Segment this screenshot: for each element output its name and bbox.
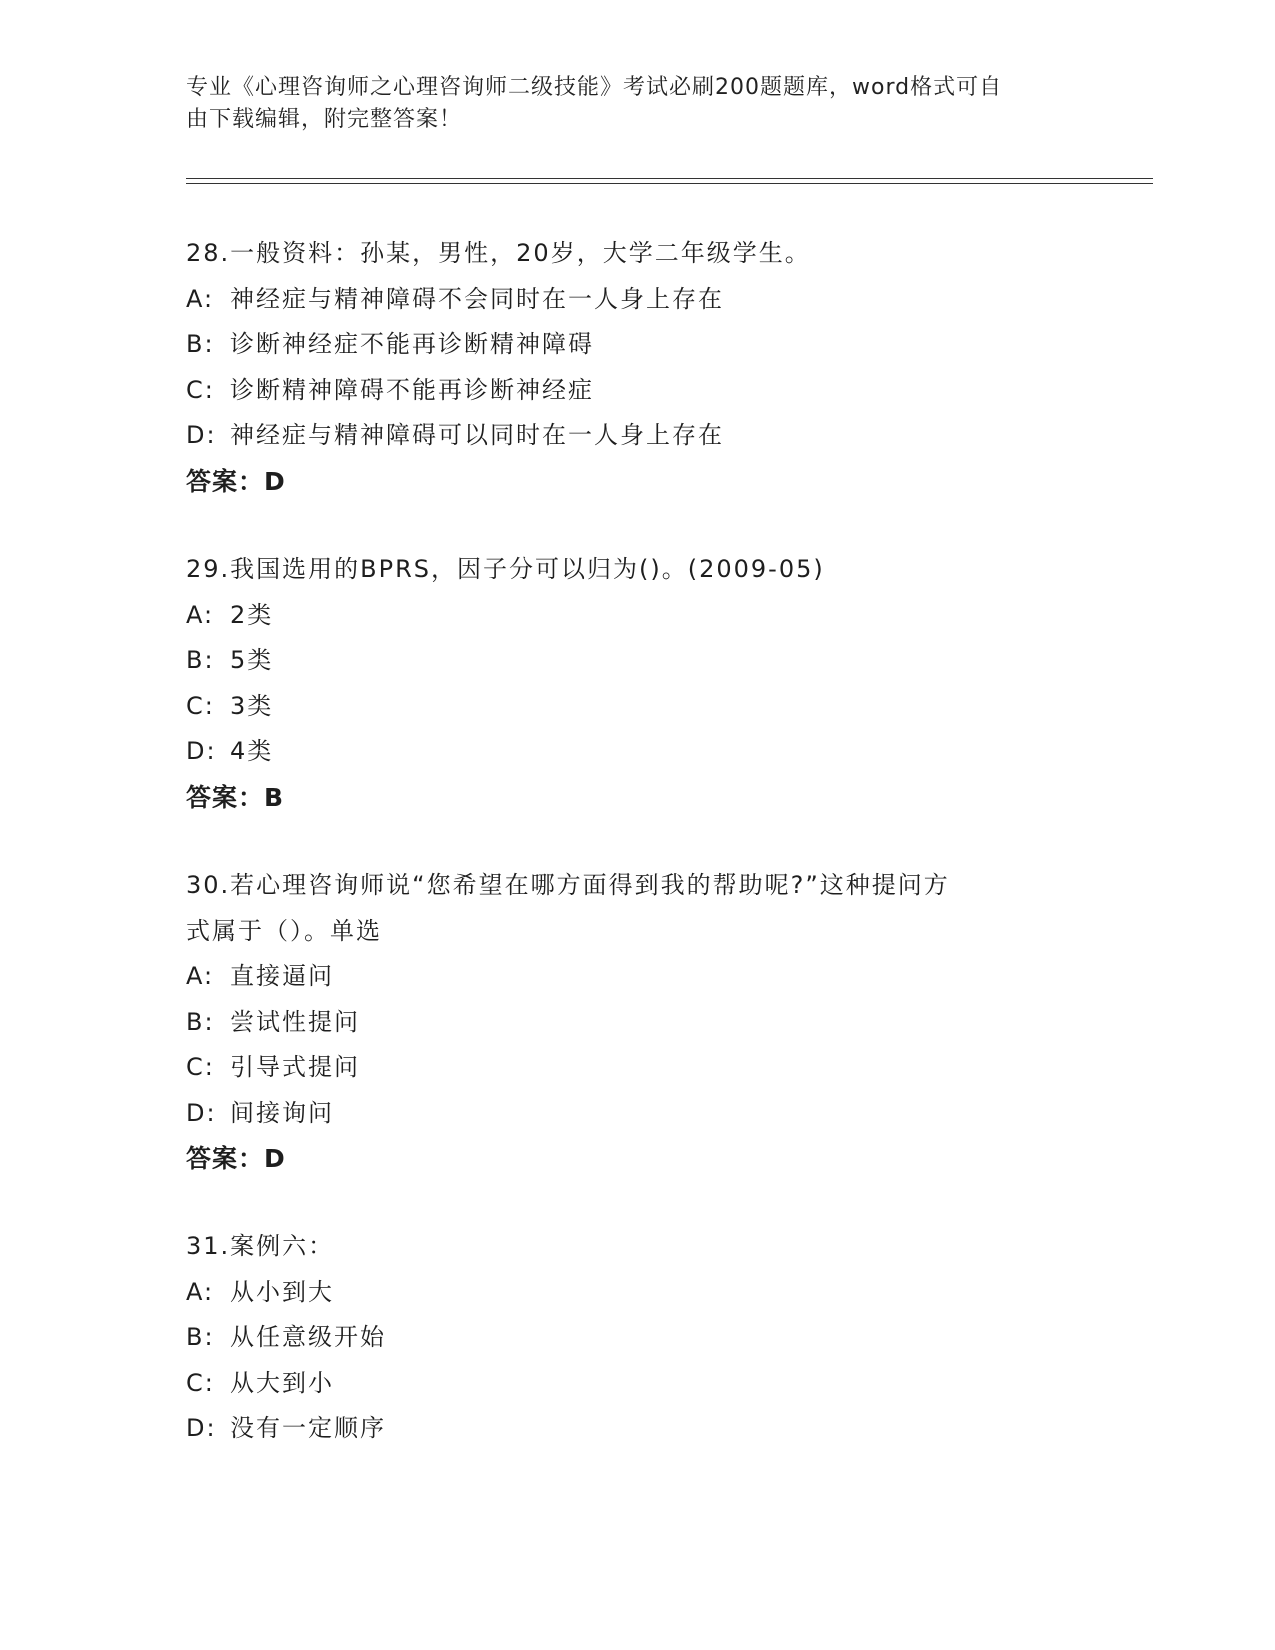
question-stem-line-2: 式属于（）。单选 — [186, 916, 382, 945]
option-key: D: — [186, 421, 217, 449]
option-d — [186, 413, 1066, 459]
option-key: D: — [186, 1414, 217, 1442]
option-key: B: — [186, 1007, 215, 1036]
option-text: 直接逼问 — [230, 962, 334, 990]
document-header — [186, 72, 1066, 136]
option-c — [186, 1045, 1066, 1091]
option-key: B: — [186, 330, 215, 358]
option-text: 间接询问 — [230, 1098, 334, 1127]
answer-line: 答案：B — [186, 782, 285, 812]
question-29 — [186, 547, 1066, 820]
option-text: 尝试性提问 — [230, 1007, 360, 1036]
option-b — [186, 638, 1066, 684]
option-key: A: — [186, 1277, 215, 1306]
option-d — [186, 729, 1066, 775]
option-text: 5类 — [230, 646, 274, 674]
option-a — [186, 1270, 1066, 1316]
option-text: 从大到小 — [230, 1368, 334, 1397]
option-d — [186, 1091, 1066, 1137]
option-text: 诊断神经症不能再诊断精神障碍 — [230, 330, 594, 358]
question-stem: 31.案例六： — [186, 1232, 335, 1260]
option-text: 4类 — [230, 737, 274, 765]
option-key: D: — [186, 1098, 217, 1127]
header-line-1: 专业《心理咨询师之心理咨询师二级技能》考试必刷200题题库，word格式可自 — [186, 75, 1003, 100]
answer-line: 答案：D — [186, 466, 286, 496]
question-30 — [186, 863, 1066, 1182]
question-stem: 28.一般资料：孙某，男性，20岁，大学二年级学生。 — [186, 239, 811, 267]
option-text: 从小到大 — [230, 1277, 334, 1306]
option-b — [186, 1000, 1066, 1046]
header-divider-top — [186, 178, 1153, 179]
option-key: A: — [186, 600, 215, 629]
option-a — [186, 593, 1066, 639]
option-text: 引导式提问 — [230, 1053, 360, 1081]
option-key: B: — [186, 646, 215, 674]
answer-line: 答案：D — [186, 1144, 286, 1173]
option-c — [186, 684, 1066, 730]
question-stem: 29.我国选用的BPRS，因子分可以归为()。(2009-05) — [186, 555, 825, 583]
option-text: 神经症与精神障碍不会同时在一人身上存在 — [230, 284, 724, 313]
option-key: C: — [186, 1368, 215, 1397]
option-b — [186, 322, 1066, 368]
option-key: C: — [186, 691, 215, 720]
option-text: 神经症与精神障碍可以同时在一人身上存在 — [230, 421, 724, 449]
header-divider-bottom — [186, 183, 1153, 184]
option-key: A: — [186, 962, 215, 990]
option-key: B: — [186, 1323, 215, 1351]
option-d — [186, 1406, 1066, 1452]
option-c — [186, 368, 1066, 414]
option-key: C: — [186, 1053, 215, 1081]
question-31 — [186, 1224, 1066, 1452]
option-c — [186, 1361, 1066, 1407]
question-stem-line-1: 30.若心理咨询师说“您希望在哪方面得到我的帮助呢?”这种提问方 — [186, 871, 950, 899]
option-text: 没有一定顺序 — [230, 1414, 386, 1442]
option-a — [186, 954, 1066, 1000]
option-key: D: — [186, 737, 217, 765]
option-a — [186, 277, 1066, 323]
option-b — [186, 1315, 1066, 1361]
option-key: C: — [186, 375, 215, 404]
header-line-2: 由下载编辑，附完整答案！ — [186, 107, 463, 132]
option-text: 3类 — [230, 691, 274, 720]
option-key: A: — [186, 284, 215, 313]
option-text: 诊断精神障碍不能再诊断神经症 — [230, 375, 594, 404]
option-text: 2类 — [230, 600, 274, 629]
option-text: 从任意级开始 — [230, 1323, 386, 1351]
question-28 — [186, 231, 1066, 504]
